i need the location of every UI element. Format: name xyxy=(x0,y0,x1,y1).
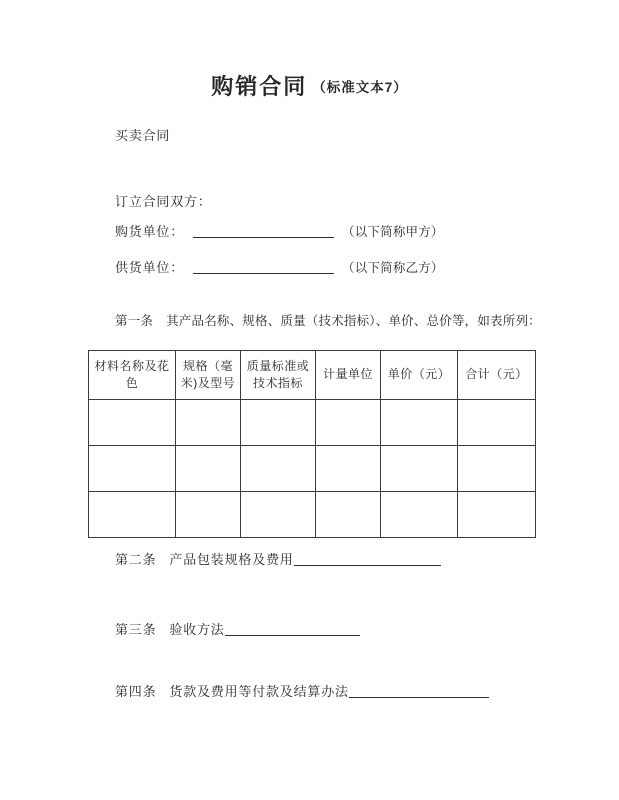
party-b-note: （以下简称乙方） xyxy=(342,261,444,275)
clause-4-number: 第四条 xyxy=(115,684,157,699)
table-cell xyxy=(316,446,381,492)
product-spec-table xyxy=(88,350,536,538)
clause-1-line xyxy=(115,311,541,329)
party-a-label: 购货单位： xyxy=(115,224,185,239)
table-cell xyxy=(316,400,381,446)
clause-3-text: 验收方法 xyxy=(169,622,225,637)
table-cell xyxy=(241,400,316,446)
table-cell xyxy=(89,400,176,446)
table-cell xyxy=(458,492,536,538)
clause-4-text: 货款及费用等付款及结算办法 xyxy=(169,684,349,699)
table-header-total: 合计（元） xyxy=(458,351,536,400)
table-header-unit-price: 单价（元） xyxy=(381,351,458,400)
table-cell xyxy=(381,446,458,492)
clause-3-fill-in-blank xyxy=(225,622,360,636)
table-cell xyxy=(176,400,241,446)
intro-line: 订立合同双方： xyxy=(115,194,212,209)
clause-3-line xyxy=(115,619,360,638)
clause-3-number: 第三条 xyxy=(115,622,157,637)
clause-1-text: 其产品名称、规格、质量（技术指标）、单价、总价等，如表所列： xyxy=(166,314,541,328)
clause-2-text: 产品包装规格及费用 xyxy=(169,552,294,567)
table-cell xyxy=(176,492,241,538)
party-b-fill-in-blank xyxy=(193,260,334,274)
contract-type-label: 买卖合同 xyxy=(115,128,171,143)
table-cell xyxy=(89,446,176,492)
table-cell xyxy=(241,446,316,492)
table-header-quality: 质量标准或技术指标 xyxy=(241,351,316,400)
clause-2-fill-in-blank xyxy=(294,552,441,566)
party-b-label: 供货单位： xyxy=(115,260,185,275)
table-cell xyxy=(458,446,536,492)
table-cell xyxy=(316,492,381,538)
table-row xyxy=(89,400,536,446)
party-a-fill-in-blank xyxy=(193,224,334,238)
title-main: 购销合同 xyxy=(211,74,308,99)
clause-1-number: 第一条 xyxy=(115,314,154,328)
party-a-note: （以下简称甲方） xyxy=(342,225,444,239)
table-row xyxy=(89,492,536,538)
table-cell xyxy=(89,492,176,538)
clause-2-number: 第二条 xyxy=(115,552,157,567)
table-cell xyxy=(381,492,458,538)
table-row xyxy=(89,446,536,492)
table-cell xyxy=(176,446,241,492)
document-title xyxy=(0,70,619,101)
table-cell xyxy=(381,400,458,446)
table-header-row xyxy=(89,351,536,400)
table-header-spec: 规格（毫米)及型号 xyxy=(176,351,241,400)
party-b-line xyxy=(115,257,444,276)
table-header-unit: 计量单位 xyxy=(316,351,381,400)
table-cell xyxy=(241,492,316,538)
table-cell xyxy=(458,400,536,446)
clause-4-line xyxy=(115,681,489,700)
title-suffix: （标准文本7） xyxy=(312,80,408,95)
clause-4-fill-in-blank xyxy=(349,684,489,698)
party-a-line xyxy=(115,221,444,240)
table-header-material: 材料名称及花色 xyxy=(89,351,176,400)
clause-2-line xyxy=(115,549,441,568)
